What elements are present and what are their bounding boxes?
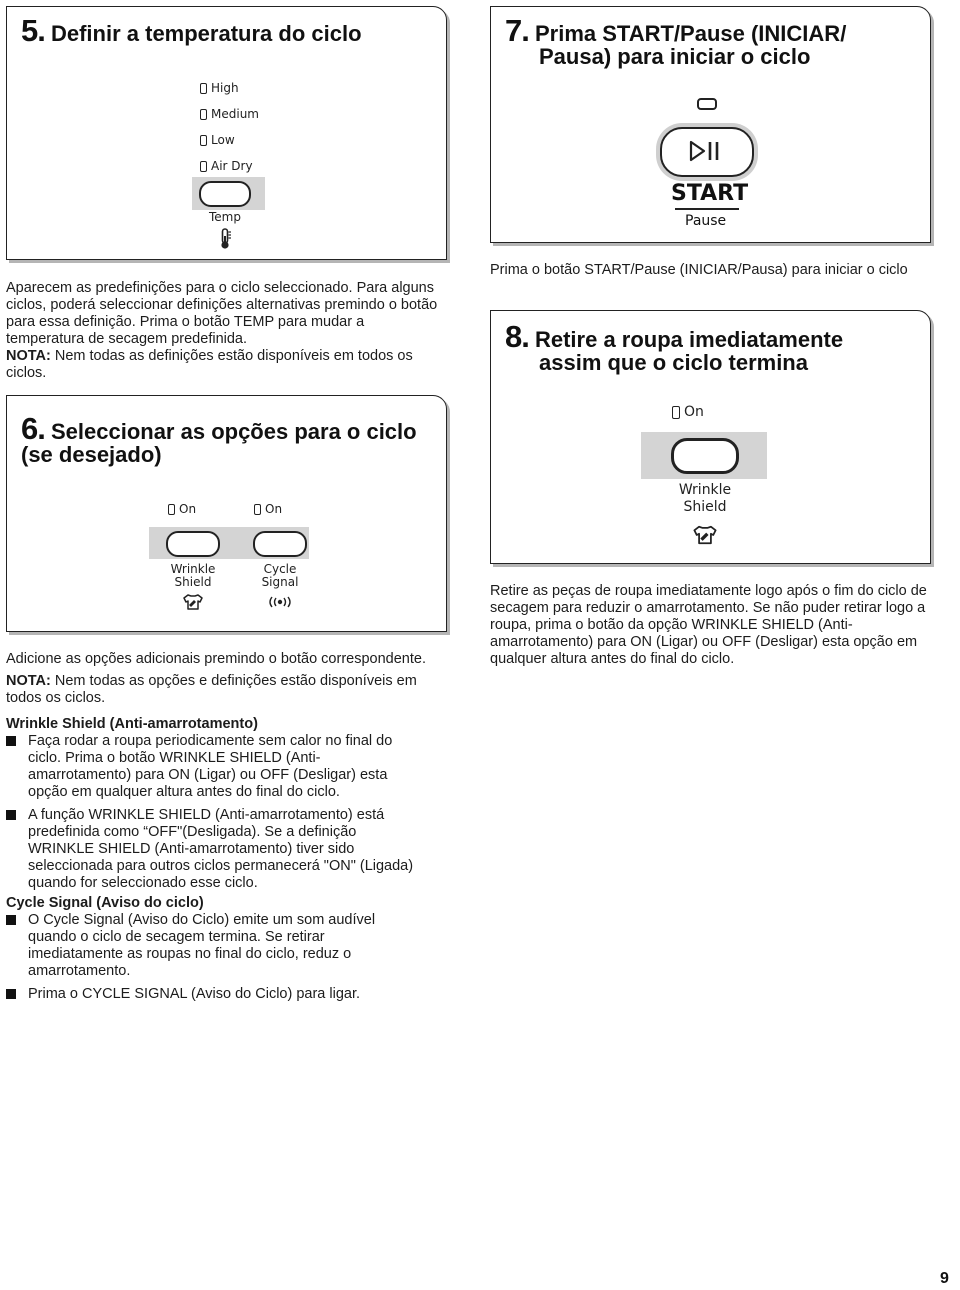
step6-title-line1: Seleccionar as opções para o ciclo [50, 419, 417, 444]
page-number: 9 [940, 1270, 949, 1287]
indicator-air-dry: Air Dry [200, 153, 259, 179]
step8-heading [505, 319, 844, 375]
cycle-signal-button[interactable] [253, 531, 307, 557]
start-pause-button[interactable] [660, 127, 754, 177]
temp-indicator-list [200, 75, 259, 179]
led-icon [168, 504, 175, 515]
step8-number: 8. [505, 319, 529, 354]
step6-heading [21, 411, 417, 467]
temp-button-label: Temp [209, 210, 241, 224]
play-pause-icon [688, 140, 728, 162]
step6-body [6, 651, 438, 1006]
step5-body [6, 280, 438, 382]
led-icon [200, 161, 207, 172]
led-icon [200, 135, 207, 146]
step6-title-line2: (se desejado) [21, 442, 162, 467]
shirt-icon [182, 593, 204, 611]
pause-label: Pause [685, 213, 727, 229]
step7-panel [490, 6, 931, 243]
option2-indicator: On [254, 502, 282, 516]
indicator-medium: Medium [200, 101, 259, 127]
signal-icon [265, 596, 295, 608]
label-divider [675, 208, 739, 210]
step6-panel [6, 395, 447, 632]
step8-body: Retire as peças de roupa imediatamente logo após o fim do ciclo de secagem para reduzir o amarrotamento. Se não puder retirar logo a roupa, prima o botão da opção WRINKLE SHIELD (Anti-amarrotamento) para ON (Ligar) ou OFF (Desligar) esta opção em qualquer altura antes do final do ciclo. [490, 583, 927, 667]
wrinkle-shield-heading: Wrinkle Shield (Anti-amarrotamento) [6, 716, 258, 732]
step5-title: Definir a temperatura do ciclo [50, 21, 362, 46]
step8-title-line2: assim que o ciclo termina [539, 350, 808, 375]
step8-panel [490, 310, 931, 564]
step8-wrinkle-shield-label: Wrinkle Shield [678, 482, 732, 515]
cycle-signal-list [6, 912, 416, 1003]
led-icon [697, 98, 717, 110]
wrinkle-shield-button[interactable] [166, 531, 220, 557]
step7-number: 7. [505, 13, 529, 48]
shirt-icon [692, 524, 718, 546]
thermometer-icon [218, 228, 232, 250]
wrinkle-shield-list [6, 733, 416, 892]
step5-panel [6, 6, 447, 260]
indicator-low: Low [200, 127, 259, 153]
step7-title-line1: Prima START/Pause (INICIAR/ [534, 21, 847, 46]
list-item: A função WRINKLE SHIELD (Anti-amarrotamento) está predefinida como “OFF"(Desligada). Se a definição WRINKLE SHIELD (Anti-amarrotamento) tiver sido seleccionada para outros ciclos permanecerá "ON" (Ligada) quando for seleccionado esse ciclo. [6, 807, 416, 892]
cycle-signal-label: Cycle Signal [261, 562, 299, 589]
step8-indicator: On [672, 404, 704, 420]
option1-indicator: On [168, 502, 196, 516]
led-icon [200, 83, 207, 94]
step5-heading [21, 13, 362, 48]
step5-number: 5. [21, 13, 45, 48]
wrinkle-shield-label: Wrinkle Shield [170, 562, 216, 589]
step7-heading [505, 13, 847, 69]
step6-note: NOTA: Nem todas as opções e definições estão disponíveis em todos os ciclos. [6, 673, 417, 706]
step6-number: 6. [21, 411, 45, 446]
step5-note: NOTA: Nem todas as definições estão disponíveis em todos os ciclos. [6, 348, 413, 381]
list-item: O Cycle Signal (Aviso do Ciclo) emite um som audível quando o ciclo de secagem termina. Se retirar imediatamente as roupas no final do ciclo, reduz o amarrotamento. [6, 912, 416, 980]
step7-body: Prima o botão START/Pause (INICIAR/Pausa) para iniciar o ciclo [490, 262, 908, 278]
step8-title-line1: Retire a roupa imediatamente [534, 327, 844, 352]
led-icon [254, 504, 261, 515]
list-item: Faça rodar a roupa periodicamente sem calor no final do ciclo. Prima o botão WRINKLE SHIELD (Anti-amarrotamento) para ON (Ligar) ou OFF (Desligar) esta opção em qualquer altura antes do final do ciclo. [6, 733, 416, 801]
step6-description: Adicione as opções adicionais premindo o botão correspondente. [6, 651, 426, 667]
start-label: START [671, 181, 749, 206]
led-icon [200, 109, 207, 120]
step7-title-line2: Pausa) para iniciar o ciclo [539, 44, 811, 69]
step5-description: Aparecem as predefinições para o ciclo seleccionado. Para alguns ciclos, poderá seleccionar definições alternativas premindo o botão para essa definição. Prima o botão TEMP para mudar a temperatura de secagem predefinida. [6, 280, 438, 347]
list-item: Prima o CYCLE SIGNAL (Aviso do Ciclo) para ligar. [6, 986, 416, 1003]
temp-button[interactable] [199, 181, 251, 207]
cycle-signal-heading: Cycle Signal (Aviso do ciclo) [6, 895, 204, 911]
indicator-high: High [200, 75, 259, 101]
step8-wrinkle-shield-button[interactable] [671, 438, 739, 474]
led-icon [672, 406, 680, 419]
